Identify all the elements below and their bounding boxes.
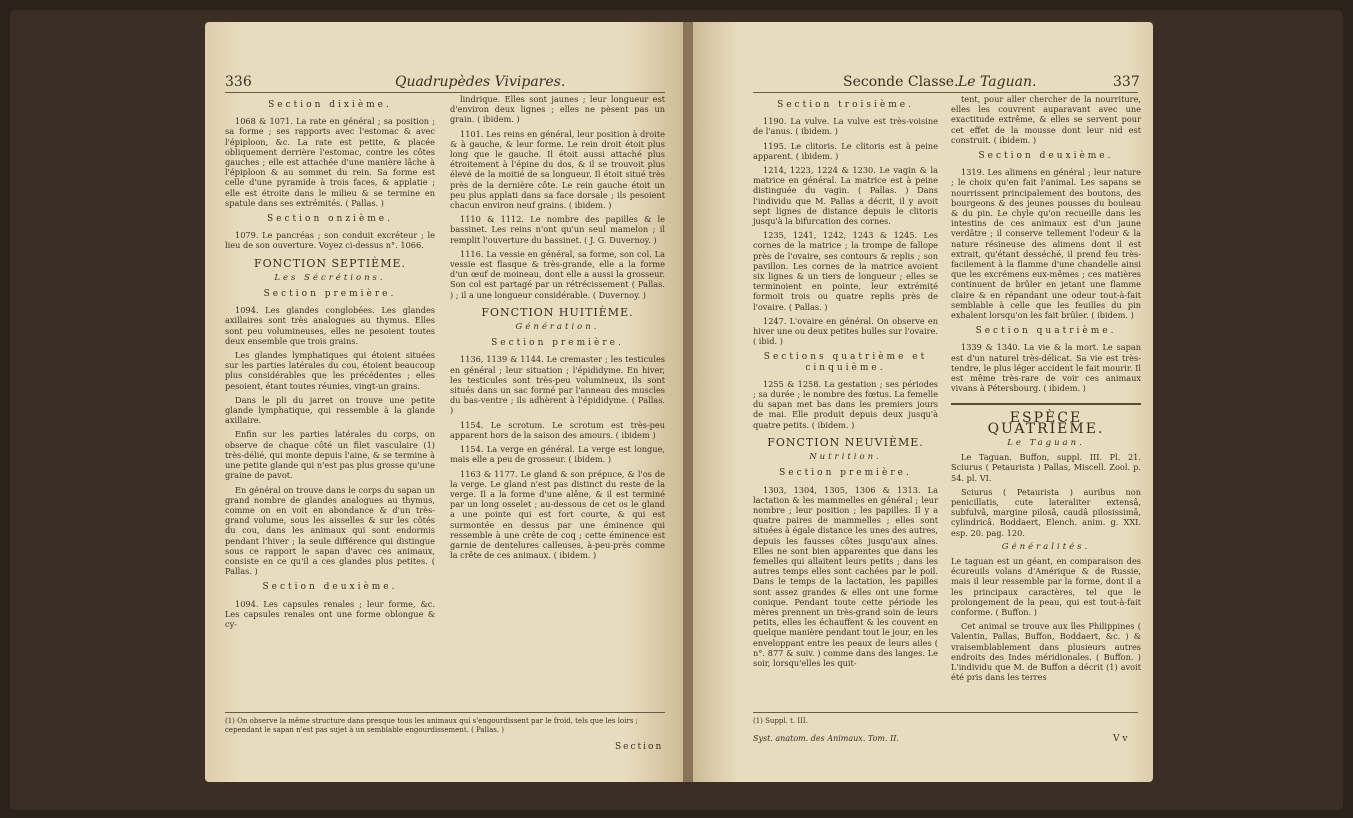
paragraph: 1094. Les capsules renales ; leur forme, &c. Les capsules renales ont une forme oblongue & cy- (225, 598, 435, 629)
section-heading: Section deuxième. (978, 151, 1114, 162)
section-heading: Section quatrième. (975, 326, 1117, 337)
paragraph: tent, pour aller chercher de la nourriture, elles les couvrent auparavant avec une exactitude extrême, & elles se servent pour cet effet de la mousse dont leur nid est construit. ( ibidem. ) (951, 94, 1141, 145)
fonction-heading: FONCTION SEPTIÈME. (254, 256, 406, 270)
paragraph: Cet animal se trouve aux îles Philippines ( Valentin, Pallas, Buffon, Boddaert, &c. ) & vraisemblablement dans plusieurs autres endroits des Indes méridionales. ( Buffon. ) L'individu que M. de Buffon a décrit (1) avoit été pris dans les terres (951, 621, 1141, 683)
section-heading: Section onzième. (267, 214, 393, 225)
paragraph: Le Taguan. Buffon, suppl. III. Pl. 21. Sciurus ( Petaurista ) Pallas, Miscell. Zool. p. 54. pl. VI. (951, 452, 1141, 483)
paragraph: Les glandes lymphatiques qui étoient situées sur les parties latérales du cou, étoient beaucoup plus considérables que les précédentes ; elles pesoient, étant toutes réunies, vingt-un grains. (225, 350, 435, 391)
left-page (205, 22, 683, 782)
head-rule (225, 92, 665, 93)
head-rule (753, 92, 1138, 93)
page-number: 337 (1113, 74, 1140, 90)
footnote: (1) Suppl. t. III. (753, 717, 808, 725)
column-right-2 (951, 94, 1141, 686)
footnote-rule (753, 712, 1138, 713)
paragraph: 1154. Le scrotum. Le scrotum est très-peu apparent hors de la saison des amours. ( ibidem ) (450, 419, 665, 440)
page-number: 336 (225, 74, 252, 90)
subheading: Généralités. (1001, 541, 1091, 552)
paragraph: 1190. La vulve. La vulve est très-voisine de l'anus. ( ibidem. ) (753, 116, 938, 137)
column-left-2 (450, 94, 665, 564)
subheading: Génération. (515, 322, 600, 333)
paragraph: lindrique. Elles sont jaunes ; leur longueur est d'environ deux lignes ; elles ne pèsent pas un grain. ( ibidem. ) (450, 94, 665, 125)
running-head-title: Le Taguan. (958, 74, 1037, 90)
right-page (693, 22, 1153, 782)
section-heading: Section première. (491, 338, 624, 349)
section-heading: Section deuxième. (262, 582, 398, 593)
signature-mark: V v (1113, 734, 1128, 744)
subheading: Les Sécrétions. (274, 272, 386, 283)
section-heading: Sections quatrième et cinquième. (763, 352, 928, 373)
column-left-1 (225, 94, 435, 633)
section-heading: Section troisième. (777, 100, 914, 110)
fonction-heading: FONCTION HUITIÈME. (481, 305, 634, 319)
paragraph: 1136, 1139 & 1144. Le cremaster ; les testicules en général ; leur situation ; l'épididyme. En hiver, les testicules sont très-peu volumineux, ils sont situés dans un sac formé par l'anneau des muscles du bas-ventre ; ils adhèrent à l'épididyme. ( Pallas. ) (450, 354, 665, 416)
fonction-heading: FONCTION NEUVIÈME. (767, 435, 924, 449)
paragraph: 1319. Les alimens en général ; leur nature ; le choix qu'en fait l'animal. Les sapans se nourrissent principalement des boutons, des bourgeons & des jeunes pousses du bouleau & du pin. Le chyle qu'on recueille dans les intestins de ces animaux est d'un jaune verdâtre ; il conserve tellement l'odeur & la nature résineuse des alimens dont il est extrait, qu'étant desséché, il prend feu très-facilement à la flamme d'une chandelle ainsi que les excrémens eux-mêmes ; ces matières continuent de brûler en jetant une flamme claire & en répandant une odeur tout-à-fait semblable à celle que les feuilles du pin exhalent lorsqu'on les fait brûler. ( ibidem. ) (951, 167, 1141, 321)
paragraph-dropcap: Le taguan est un géant, en comparaison des écureuils volans d'Amérique & de Russie, mais il leur ressemble par la forme, dont il a les principaux caractères, tel que le prolongement de la peau, qui est tout-à-fait conforme. ( Buffon. ) (951, 555, 1141, 617)
paragraph: 1163 & 1177. Le gland & son prépuce, & l'os de la verge. Le gland n'est pas distinct du reste de la verge. Il a la forme d'une alêne, & il est terminé par un long osselet ; au-dessous de cet os le gland a une pointe qui est fort courte, & qui est surmontée en dessus par une éminence qui ressemble à une crête de coq ; cette éminence est garnie de dentelures calleuses, à-peu-près comme la crête de ces animaux. ( ibidem. ) (450, 468, 665, 561)
paragraph: 1068 & 1071. La rate en général ; sa position ; sa forme ; ses rapports avec l'estomac & avec l'épiploon, &c. La rate est petite, & placée obliquement derrière l'estomac, contre les côtes gauches ; elle est attachée d'une manière lâche à l'épiploon & au sommet du rein. Sa forme est celle d'une pyramide à trois faces, & applatie ; elle est étroite dans le milieu & se termine en spatule dans ses extrémités. ( Pallas. ) (225, 116, 435, 208)
footnote: (1) On observe la même structure dans presque tous les animaux qui s'engourdissent par le froid, tels que les loirs ; cependant le sapan n'est pas sujet à un semblable engourdissement. ( Pallas. ) (225, 717, 638, 734)
section-heading: Section première. (779, 468, 912, 479)
catchword: Section (615, 742, 664, 752)
paragraph: Enfin sur les parties latérales du corps, on observe de chaque côté un filet vasculaire (1) très-délié, qui monte depuis l'aine, & se termine à une petite glande qui n'est pas plus grosse qu'une graine de pavot. (225, 429, 435, 481)
paragraph: 1339 & 1340. La vie & la mort. Le sapan est d'un naturel très-délicat. Sa vie est très-tendre, le plus léger accident le fait mourir. Il est même très-rare de voir ces animaux vivans à Pétersbourg. ( ibidem. ) (951, 342, 1141, 394)
running-head: Quadrupèdes Vivipares. (395, 74, 566, 90)
paragraph: Sciurus ( Petaurista ) auribus non penicillatis, cute lateraliter extensâ, subfulvâ, margine pilosâ, caudâ pilosissimâ, cylindricâ. Boddaert, Elench. anim. g. XXI. esp. 20. pag. 120. (951, 486, 1141, 538)
footnote-rule (225, 712, 665, 713)
paragraph: 1214, 1223, 1224 & 1230. Le vagin & la matrice en général. La matrice est à peine distinguée du vagin. ( Pallas. ) Dans l'individu que M. Pallas a décrit, il y avoit sept lignes de distance depuis le clitoris jusqu'à la bifurcation des cornes. (753, 165, 938, 227)
paragraph: 1079. Le pancréas ; son conduit excréteur ; le lieu de son ouverture. Voyez ci-dessus n°. 1066. (225, 230, 435, 251)
section-heading: Section dixième. (268, 100, 392, 110)
paragraph: 1154. La verge en général. La verge est longue, mais elle a peu de grosseur. ( ibidem. ) (450, 444, 665, 465)
paragraph: 1094. Les glandes conglobées. Les glandes axillaires sont très analogues au thymus. Elles sont peu volumineuses, elles ne pesoient toutes deux ensemble que trois grains. (225, 305, 435, 346)
gutter (683, 22, 693, 782)
paragraph: 1235, 1241, 1242, 1243 & 1245. Les cornes de la matrice ; la trompe de fallope près de l'ovaire, ses contours & replis ; son pavillon. Les cornes de la matrice avoient six lignes & un tiers de longueur ; elles se terminoient en pointe, leur extrémité formoit trois ou quatre replis près de l'ovaire. ( Pallas. ) (753, 230, 938, 312)
paragraph: 1303, 1304, 1305, 1306 & 1313. La lactation & les mammelles en général ; leur nombre ; leur position ; les papilles. Il y a quatre paires de mammelles ; elles sont situées à égale distance les unes des autres, depuis les fausses côtes jusqu'aux aînes. Elles ne sont bien apparentes que dans les femelles qui allaitent leurs petits ; dans les autres temps elles sont cachées par le poil. Dans le temps de la lactation, les papilles sont assez grandes & elles ont une forme conique. Pendant toute cette période les mères prennent un très-grand soin de leurs petits, elles les échauffent & les couvent en quelque manière pendant tout le jour, en les enveloppant entre les peaux de leurs ailes ( n°. 877 & suiv. ) comme dans des langes. Le soir, lorsqu'elles les quit- (753, 484, 938, 668)
signature-line: Syst. anatom. des Animaux. Tom. II. (753, 734, 899, 743)
paragraph: 1195. Le clitoris. Le clitoris est à peine apparent. ( ibidem. ) (753, 140, 938, 161)
paragraph: En général on trouve dans le corps du sapan un grand nombre de glandes analogues au thymus, comme on en voit en abondance & d'un très-grand volume, sous les aisselles & sur les côtés du cou, dans les animaux qui sont endormis pendant l'hiver ; la seule différence qui distingue sous ce rapport le sapan d'avec ces animaux, consiste en ce qu'il a ces glandes plus petites. ( Pallas. ) (225, 484, 435, 577)
paragraph: Dans le pli du jarret on trouve une petite glande lymphatique, qui ressemble à la glande axillaire. (225, 394, 435, 426)
paragraph: 1101. Les reins en général, leur position à droite & à gauche, & leur forme. Le rein droit étoit plus long que le gauche. Il étoit aussi attaché plus étroitement à l'épine du dos, & il se trouvoit plus élevé de la moitié de sa longueur. Il étoit situé très près de la dernière côte. Le rein gauche étoit un peu plus applati dans sa face dorsale ; ils pesoient chacun environ neuf grains. ( ibidem. ) (450, 128, 665, 211)
paragraph: 1255 & 1258. La gestation ; ses périodes ; sa durée ; le nombre des fœtus. La femelle du sapan met bas dans les premiers jours de mai. Elle produit depuis deux jusqu'à quatre petits. ( ibidem. ) (753, 378, 938, 430)
section-heading: Section première. (263, 289, 397, 300)
running-head-class: Seconde Classe. (843, 74, 959, 90)
column-right-1 (753, 94, 938, 672)
species-heading: ESPÈCE QUATRIÈME. (951, 403, 1141, 433)
subheading: Nutrition. (809, 452, 882, 463)
paragraph: 1116. La vessie en général, sa forme, son col. La vessie est flasque & très-grande, elle a la forme d'un œuf de moineau, dont elle a aussi la grosseur. Son col est partagé par un rétrécissement ( Pallas. ) ; il a une longueur considérable. ( Duvernoy. ) (450, 248, 665, 300)
paragraph: 1247. L'ovaire en général. On observe en hiver une ou deux petites bulles sur l'ovaire. ( ibid. ) (753, 315, 938, 347)
subheading: Le Taguan. (1007, 437, 1085, 448)
paragraph: 1110 & 1112. Le nombre des papilles & le bassinet. Les reins n'ont qu'un seul mamelon ; il remplit l'ouverture du bassinet. ( J. G. Duvernoy. ) (450, 214, 665, 245)
